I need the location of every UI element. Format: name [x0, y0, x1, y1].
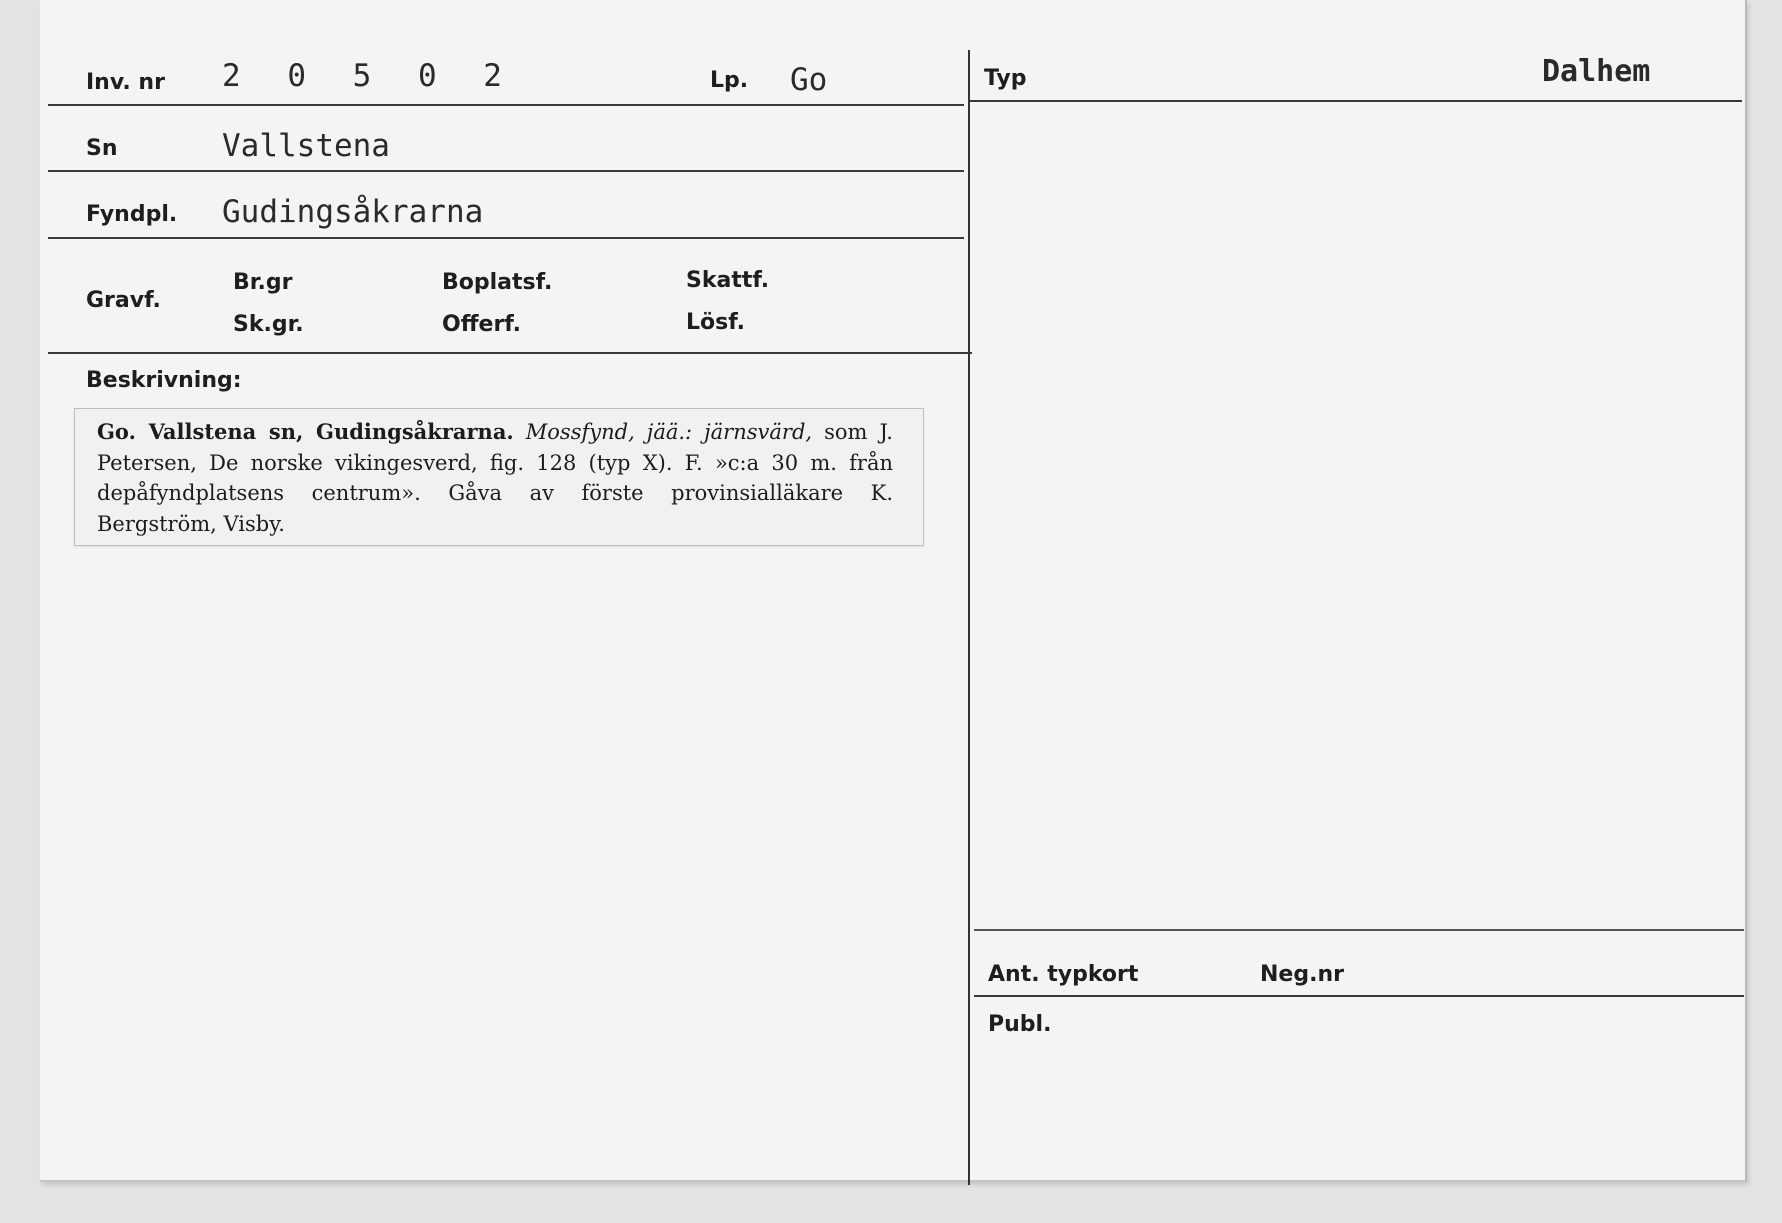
catalog-card	[40, 0, 1747, 1182]
description-italic: Mossfynd, jää.: järnsvärd,	[525, 420, 813, 444]
inv-nr-label: Inv. nr	[86, 70, 165, 95]
boplatsf-label: Boplatsf.	[442, 270, 553, 295]
publ-label: Publ.	[988, 1012, 1052, 1037]
rule-fyndpl	[48, 237, 964, 239]
neg-nr-label: Neg.nr	[1260, 962, 1344, 987]
rule-gravf	[48, 352, 972, 354]
lp-label: Lp.	[710, 68, 749, 93]
sn-value: Vallstena	[222, 128, 390, 164]
description-text	[97, 417, 893, 539]
description-clipping	[74, 408, 924, 546]
sk-gr-label: Sk.gr.	[233, 312, 304, 337]
beskrivning-label: Beskrivning:	[86, 368, 242, 393]
typ-value: Dalhem	[1542, 54, 1651, 89]
inv-nr-value: 2 0 5 0 2	[222, 58, 516, 94]
rule-sn	[48, 170, 964, 172]
rule-ant-bottom	[974, 995, 1744, 997]
rule-ant-top	[974, 929, 1744, 931]
ant-typkort-label: Ant. typkort	[988, 962, 1139, 987]
br-gr-label: Br.gr	[233, 270, 293, 295]
rule-typ	[970, 100, 1742, 102]
losf-label: Lösf.	[686, 310, 745, 335]
lp-value: Go	[790, 62, 828, 98]
description-rest: som J. Petersen, De norske vikingesverd, fig. 128 (typ X). F. »c:a 30 m. från depåfyndplatsens centrum». Gåva av förste provinsialläkare K. Bergström, Visby.	[97, 420, 893, 536]
center-divider	[968, 50, 970, 1185]
offerf-label: Offerf.	[442, 312, 522, 337]
rule-invnr	[48, 104, 964, 106]
skattf-label: Skattf.	[686, 268, 770, 293]
description-bold: Go. Vallstena sn, Gudingsåkrarna.	[97, 419, 514, 444]
typ-label: Typ	[984, 66, 1027, 91]
sn-label: Sn	[86, 136, 118, 161]
fyndpl-value: Gudingsåkrarna	[222, 194, 484, 230]
gravf-label: Gravf.	[86, 288, 161, 313]
fyndpl-label: Fyndpl.	[86, 202, 178, 227]
